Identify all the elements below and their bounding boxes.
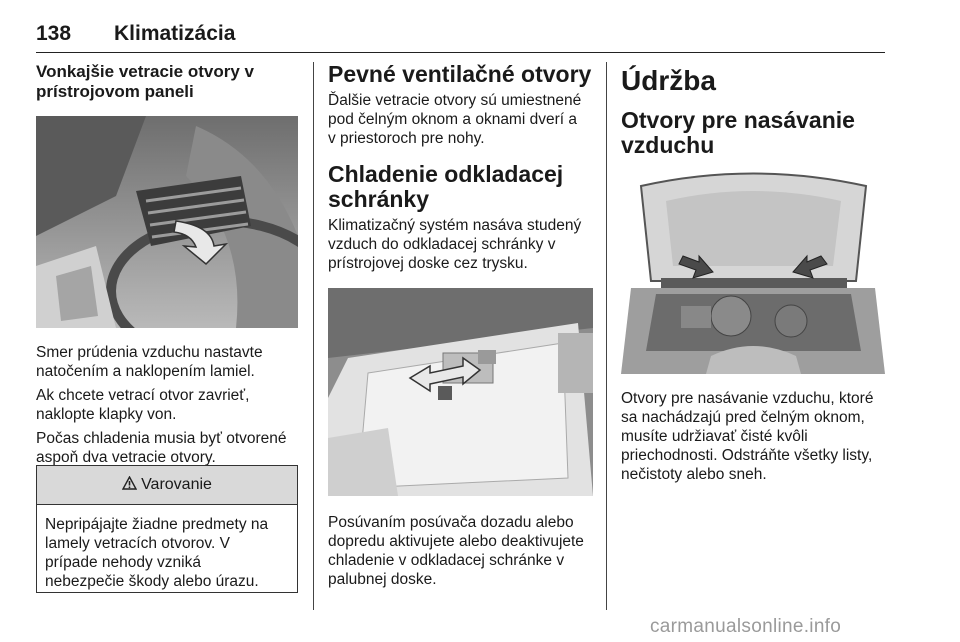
paragraph-glovebox-cooling: Klimatizačný systém nasáva studený vzduch do odkladacej schránky v prístrojovej doske cez trysku. [328, 217, 582, 272]
warning-title: Varovanie [141, 476, 212, 493]
paragraph-airflow: Smer prúdenia vzduchu nastavte natočením a naklopením lamiel. [36, 344, 263, 380]
page-header [36, 18, 885, 53]
section-title-glovebox-cooling: Chladenie odkladacej schránky [328, 161, 564, 212]
figure-engine-bay [621, 166, 885, 374]
page-number: 138 [36, 22, 72, 45]
section-title-maintenance: Údržba [621, 65, 716, 96]
paragraph-air-intake: Otvory pre nasávanie vzduchu, ktoré sa nachádzajú pred čelným oknom, musíte udržiavať čisté kvôli priechodnosti. Odstráňte všetky listy, nečistoty alebo sneh. [621, 390, 874, 483]
warning-triangle-icon [122, 476, 137, 495]
figure-glovebox [328, 288, 593, 496]
column-divider [606, 62, 607, 610]
warning-text: Nepripájajte žiadne predmety na lamely vetracích otvorov. V prípade nehody vzniká nebezpečie škody alebo úrazu. [45, 516, 269, 590]
section-title-air-intake: Otvory pre nasávanie vzduchu [621, 107, 855, 158]
paragraph-cooling: Počas chladenia musia byť otvorené aspoň dva vetracie otvory. [36, 430, 287, 466]
paragraph-fixed-vents: Ďalšie vetracie otvory sú umiestnené pod čelným oknom a oknami dverí a v priestoroch pre nohy. [328, 92, 582, 147]
column-maintenance-text [621, 389, 885, 484]
column-glovebox-text [328, 513, 593, 589]
warning-box [36, 465, 298, 593]
column-fixed-vents [328, 62, 593, 273]
paragraph-slider: Posúvaním posúvača dozadu alebo dopredu aktivujete alebo deaktivujete chladenie v odkladacej schránke v palubnej doske. [328, 514, 584, 588]
column-maintenance [621, 66, 885, 158]
column-outer-vents [36, 62, 298, 102]
figure-dashboard-vent [36, 116, 298, 328]
warning-header [37, 466, 297, 505]
watermark: carmanualsonline.info [650, 616, 842, 637]
column-divider [313, 62, 314, 610]
chapter-title: Klimatizácia [114, 22, 236, 45]
section-title-outer-vents: Vonkajšie vetracie otvory v prístrojovom paneli [36, 62, 254, 101]
paragraph-close-vent: Ak chcete vetrací otvor zavrieť, naklopte klapky von. [36, 387, 250, 423]
section-title-fixed-vents: Pevné ventilačné otvory [328, 61, 592, 87]
column-outer-vents-text [36, 343, 298, 467]
